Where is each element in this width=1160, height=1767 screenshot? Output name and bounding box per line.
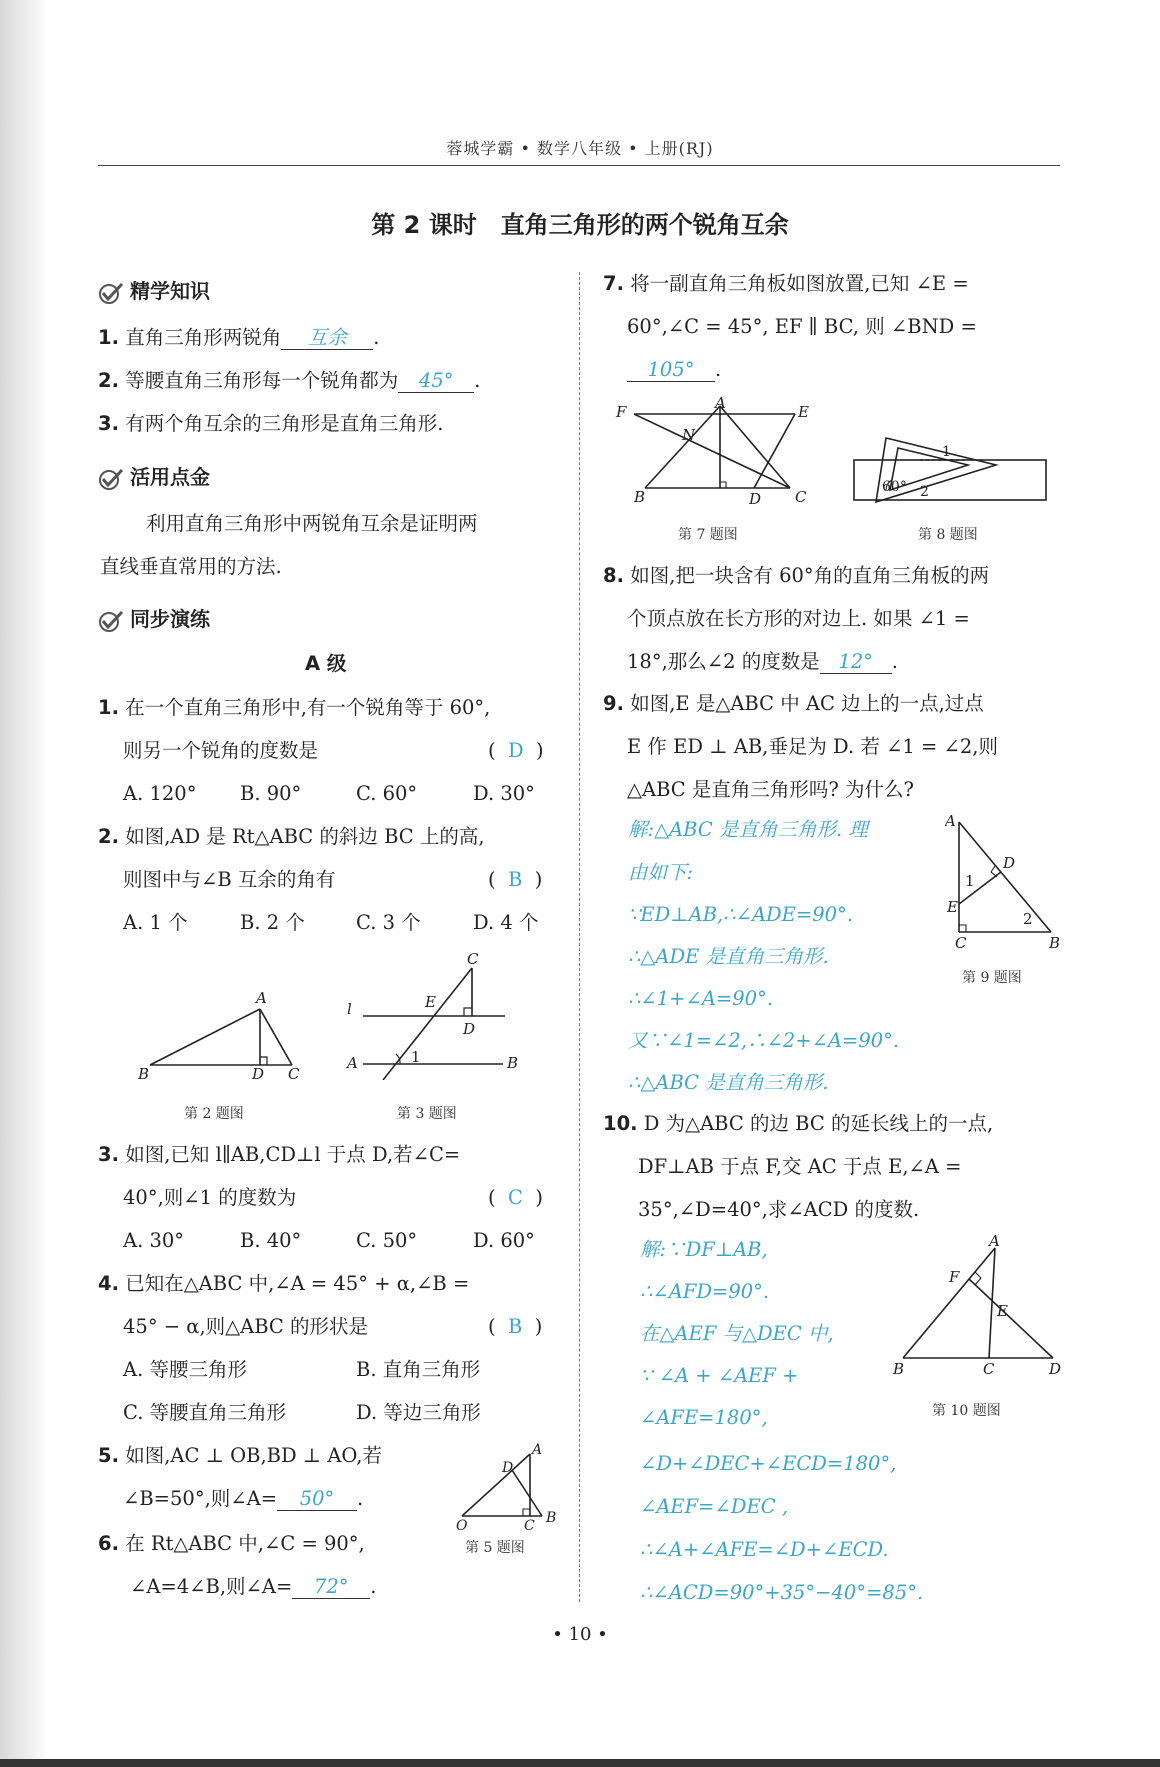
item-number: 1. <box>98 326 119 349</box>
solution-line: ∠AEF=∠DEC , <box>640 1495 789 1518</box>
point-label: N <box>682 426 696 444</box>
question-line: 如图,E 是△ABC 中 AC 边上的一点,过点 <box>630 692 984 715</box>
figure-5-caption: 第 5 题图 <box>465 1540 525 1556</box>
option: D. 30° <box>473 782 535 805</box>
solution-line: ∴△ADE 是直角三角形. <box>628 945 829 968</box>
question-3 <box>98 1143 460 1167</box>
question-1-answer: ( D ) <box>488 739 544 762</box>
question-line: 在 Rt△ABC 中,∠C = 90°, <box>125 1532 365 1555</box>
level-heading: A 级 <box>305 652 347 675</box>
angle-label: 60° <box>882 479 907 495</box>
point-label: F <box>616 403 627 421</box>
question-8-line-2: 个顶点放在长方形的对边上. 如果 ∠1 = <box>627 607 970 630</box>
learn-item-1: 1. 直角三角形两锐角 互余 . <box>98 326 380 349</box>
item-number: 4. <box>98 1272 119 1295</box>
question-5 <box>98 1444 382 1468</box>
question-8 <box>603 564 989 588</box>
figure-10-caption: 第 10 题图 <box>932 1403 1001 1419</box>
option: B. 40° <box>240 1229 302 1252</box>
point-label: B <box>138 1065 150 1080</box>
apply-line-1: 利用直角三角形中两锐角互余是证明两 <box>146 512 478 535</box>
question-5-line-2: ∠B=50°,则∠A= 50° . <box>123 1487 364 1510</box>
solution-line: ∴∠ACD=90°+35°−40°=85°. <box>640 1581 924 1604</box>
question-9-line-2: E 作 ED ⊥ AB,垂足为 D. 若 ∠1 = ∠2,则 <box>627 735 999 758</box>
figure-8 <box>850 430 1050 510</box>
section-learn-label: 精学知识 <box>130 279 210 303</box>
question-4-answer: ( B ) <box>488 1315 543 1338</box>
point-label: A <box>347 1054 358 1072</box>
figure-9 <box>945 812 1065 952</box>
item-number: 1. <box>98 696 119 719</box>
figure-9-caption: 第 9 题图 <box>962 970 1022 986</box>
option: D. 60° <box>473 1229 535 1252</box>
point-label: C <box>955 934 967 952</box>
answer-blank: 12° <box>820 651 892 674</box>
option: A. 等腰三角形 <box>123 1358 247 1381</box>
figure-3-caption: 第 3 题图 <box>397 1106 457 1122</box>
check-badge-icon <box>98 609 124 633</box>
learn-item-2: 2. 等腰直角三角形每一个锐角都为 45° . <box>98 369 481 392</box>
question-7-line-2: 60°,∠C = 45°, EF ∥ BC, 则 ∠BND = <box>627 315 977 338</box>
question-line: 如图,把一块含有 60°角的直角三角板的两 <box>630 564 990 587</box>
item-number: 5. <box>98 1444 119 1467</box>
point-label: B <box>546 1510 557 1526</box>
angle-label: 1 <box>411 1048 421 1066</box>
option: C. 50° <box>356 1229 418 1252</box>
solution-line: ∵ED⊥AB,∴∠ADE=90°. <box>628 903 854 926</box>
question-line: 在一个直角三角形中,有一个锐角等于 60°, <box>125 696 491 719</box>
question-line: ∠B=50°,则∠A= <box>123 1487 278 1510</box>
check-badge-icon <box>98 281 124 305</box>
item-number: 2. <box>98 825 119 848</box>
item-number: 9. <box>603 692 624 715</box>
answer-blank: 50° <box>277 1488 357 1511</box>
question-line: D 为△ABC 的边 BC 的延长线上的一点, <box>643 1112 994 1135</box>
point-label: A <box>256 989 267 1007</box>
question-4-line-2: 45° − α,则△ABC 的形状是 <box>123 1315 369 1338</box>
question-line: 18°,那么∠2 的度数是 <box>627 650 820 673</box>
point-label: D <box>463 1020 476 1038</box>
item-text: 直角三角形两锐角 <box>125 326 282 349</box>
question-6 <box>98 1532 365 1556</box>
item-number: 2. <box>98 369 119 392</box>
angle-label: 2 <box>1023 910 1033 928</box>
point-label: B <box>1049 934 1061 952</box>
question-9 <box>603 692 984 716</box>
question-line: 已知在△ABC 中,∠A = 45° + α,∠B = <box>125 1272 470 1295</box>
solution-line: ∵ ∠A + ∠AEF + <box>640 1364 799 1387</box>
question-line: 将一副直角三角板如图放置,已知 ∠E = <box>630 272 969 295</box>
option: B. 90° <box>240 782 302 805</box>
solution-line: ∠D+∠DEC+∠ECD=180°, <box>640 1452 897 1475</box>
column-divider <box>579 272 580 1602</box>
check-badge-icon <box>98 467 124 491</box>
angle-label: 1 <box>942 444 951 460</box>
solution-line: ∴∠1+∠A=90°. <box>628 987 774 1010</box>
question-line: 如图,AD 是 Rt△ABC 的斜边 BC 上的高, <box>125 825 485 848</box>
question-10 <box>603 1112 993 1136</box>
point-label: E <box>798 403 809 421</box>
section-learn <box>98 275 210 305</box>
figure-8-caption: 第 8 题图 <box>918 527 978 543</box>
point-label: E <box>947 898 958 916</box>
answer-blank: 105° <box>627 359 715 382</box>
point-label: C <box>983 1360 995 1378</box>
item-number: 6. <box>98 1532 119 1555</box>
choice-answer: B <box>508 1315 523 1338</box>
solution-line: 由如下: <box>628 861 694 884</box>
figure-7 <box>612 394 817 504</box>
question-7-line-3: 105° . <box>627 358 721 382</box>
point-label: C <box>288 1065 300 1080</box>
option: A. 1 个 <box>123 911 188 934</box>
point-label: E <box>425 993 436 1011</box>
point-label: B <box>893 1360 905 1378</box>
point-label: C <box>795 488 807 504</box>
figure-3 <box>345 950 520 1080</box>
apply-line-2: 直线垂直常用的方法. <box>100 555 282 578</box>
page-edge-shadow <box>0 0 48 1767</box>
item-number: 7. <box>603 272 624 295</box>
question-10-line-2: DF⊥AB 于点 F,交 AC 于点 E,∠A = <box>638 1155 962 1178</box>
answer-blank: 互余 <box>281 327 373 350</box>
point-label: C <box>524 1518 535 1530</box>
point-label: A <box>715 394 726 412</box>
solution-line: ∴∠AFD=90°. <box>640 1280 770 1303</box>
point-label: B <box>507 1054 519 1072</box>
option: B. 直角三角形 <box>356 1358 481 1381</box>
question-line: 如图,已知 l∥AB,CD⊥l 于点 D,若∠C= <box>125 1143 461 1166</box>
figure-5 <box>452 1442 564 1530</box>
angle-label: 1 <box>965 872 975 890</box>
lesson-title: 第 2 课时 直角三角形的两个锐角互余 <box>371 211 789 239</box>
option: C. 等腰直角三角形 <box>123 1401 287 1424</box>
question-8-line-3: 18°,那么∠2 的度数是 12° . <box>627 650 898 673</box>
figure-2 <box>130 985 310 1080</box>
point-label: C <box>467 950 479 968</box>
item-number: 3. <box>98 1143 119 1166</box>
line-label: l <box>347 1000 352 1018</box>
item-number: 10. <box>603 1112 638 1135</box>
figure-2-caption: 第 2 题图 <box>184 1106 244 1122</box>
point-label: A <box>989 1234 1000 1250</box>
option: D. 等边三角形 <box>356 1401 481 1424</box>
option: C. 60° <box>356 782 418 805</box>
choice-answer: C <box>508 1186 523 1209</box>
point-label: A <box>945 812 956 830</box>
point-label: D <box>252 1065 265 1080</box>
solution-line: 又∵∠1=∠2,∴∠2+∠A=90°. <box>628 1029 900 1052</box>
question-line: ∠A=4∠B,则∠A= <box>130 1575 293 1598</box>
option: B. 2 个 <box>240 911 305 934</box>
option: D. 4 个 <box>473 911 539 934</box>
question-2-answer: ( B ) <box>488 868 543 891</box>
solution-line: ∴△ABC 是直角三角形. <box>628 1071 829 1094</box>
point-label: E <box>997 1302 1008 1320</box>
learn-item-3 <box>98 412 443 436</box>
answer-blank: 45° <box>398 370 474 393</box>
point-label: D <box>502 1460 514 1476</box>
running-header: 蓉城学霸 • 数学八年级 • 上册(RJ) <box>446 139 714 158</box>
section-apply-label: 活用点金 <box>130 465 210 489</box>
choice-answer: D <box>508 739 524 762</box>
question-line: 如图,AC ⊥ OB,BD ⊥ AO,若 <box>125 1444 382 1467</box>
item-text: 有两个角互余的三角形是直角三角形. <box>125 412 444 435</box>
angle-label: 2 <box>920 484 929 500</box>
item-number: 8. <box>603 564 624 587</box>
question-2-line-2: 则图中与∠B 互余的角有 <box>123 868 336 891</box>
question-3-line-2: 40°,则∠1 的度数为 <box>123 1186 297 1209</box>
solution-line: ∴∠A+∠AFE=∠D+∠ECD. <box>640 1538 889 1561</box>
section-apply <box>98 461 210 491</box>
question-1-line-2: 则另一个锐角的度数是 <box>123 739 319 762</box>
page-number: • 10 • <box>552 1624 608 1645</box>
choice-answer: B <box>508 868 523 891</box>
question-2 <box>98 825 485 849</box>
item-number: 3. <box>98 412 119 435</box>
question-4 <box>98 1272 469 1296</box>
header-rule <box>98 165 1060 166</box>
point-label: O <box>456 1518 468 1530</box>
point-label: A <box>532 1442 543 1458</box>
question-1 <box>98 696 490 720</box>
bottom-bar <box>0 1759 1160 1767</box>
option: A. 120° <box>123 782 197 805</box>
solution-line: 在△AEF 与△DEC 中, <box>640 1322 834 1345</box>
question-9-line-3: △ABC 是直角三角形吗? 为什么? <box>627 778 914 801</box>
solution-line: 解:△ABC 是直角三角形. 理 <box>628 818 868 841</box>
point-label: F <box>949 1268 960 1286</box>
item-text: 等腰直角三角形每一个锐角都为 <box>125 369 399 392</box>
option: C. 3 个 <box>356 911 421 934</box>
question-3-answer: ( C ) <box>488 1186 543 1209</box>
option: A. 30° <box>123 1229 185 1252</box>
section-practice-label: 同步演练 <box>130 607 210 631</box>
question-7 <box>603 272 969 296</box>
point-label: D <box>1049 1360 1062 1378</box>
question-10-line-3: 35°,∠D=40°,求∠ACD 的度数. <box>638 1198 920 1221</box>
point-label: D <box>749 490 762 504</box>
solution-line: ∠AFE=180°, <box>640 1406 768 1429</box>
solution-line: 解:∵DF⊥AB, <box>640 1238 768 1261</box>
figure-10 <box>893 1234 1065 1384</box>
question-6-line-2: ∠A=4∠B,则∠A= 72° . <box>130 1575 377 1598</box>
section-practice <box>98 603 210 633</box>
answer-blank: 72° <box>292 1576 370 1599</box>
point-label: D <box>1003 854 1016 872</box>
point-label: B <box>634 488 646 504</box>
figure-7-caption: 第 7 题图 <box>678 527 738 543</box>
